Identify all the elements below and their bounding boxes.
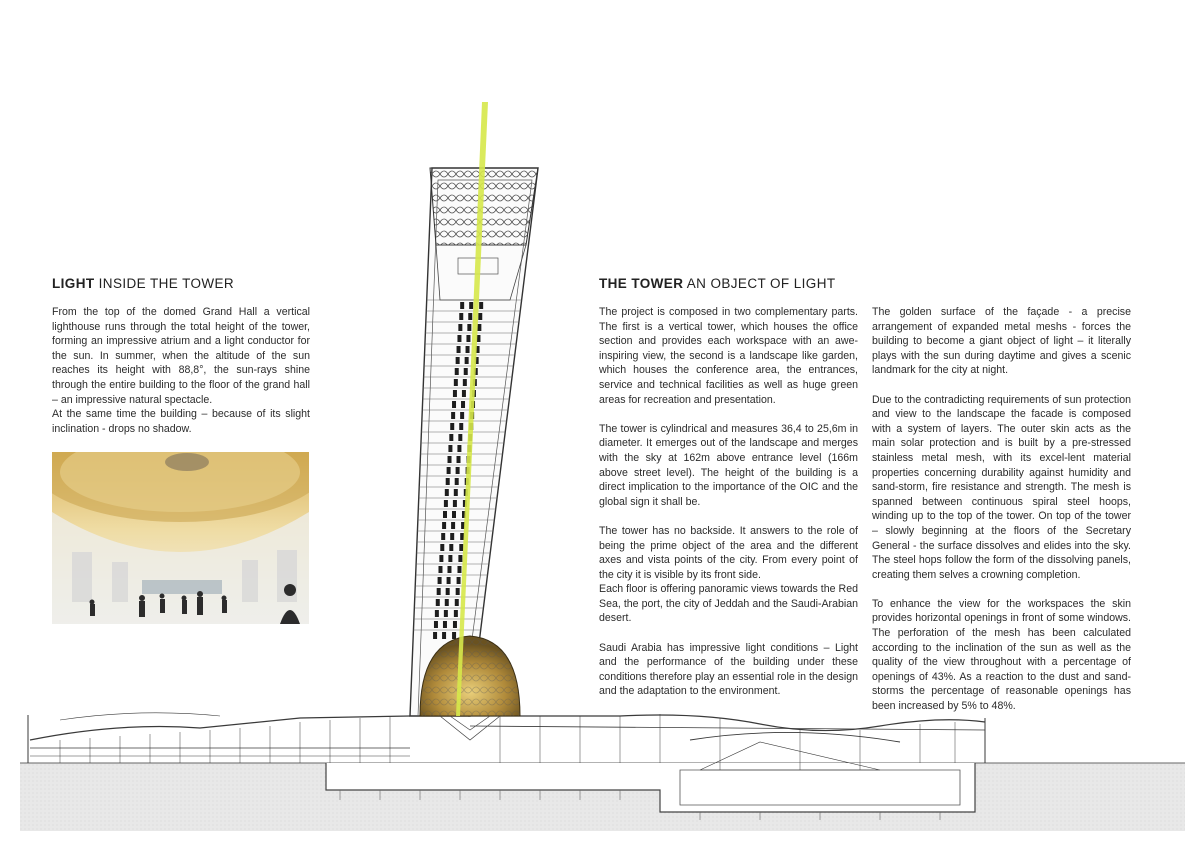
body-paragraph: To enhance the view for the workspaces the skin provides horizontal openings in front of some windows. The perforation of the mesh has been calculated according to the inclination of the sun as well as the quality of the view throughout with a percentage of openings of 43%. As a reaction to the dust and sand-storms the percentage of reasonable openings has been increased by 5% to 48%. (872, 597, 1131, 713)
window-slot (452, 401, 456, 408)
window-slot (451, 522, 455, 529)
window-slot (459, 423, 463, 430)
window-slot (466, 335, 470, 342)
window-slot (446, 588, 450, 595)
body-paragraph: The tower has no backside. It answers to the role of being the prime object of the area and the different axes and vista points of the city. From every point of the city it is visible by its front side. (599, 524, 858, 581)
window-slot (459, 313, 463, 320)
window-slot (457, 577, 461, 584)
window-slot (460, 302, 464, 309)
window-slot (459, 544, 463, 551)
window-slot (469, 302, 473, 309)
right-text-column-1 (599, 305, 858, 699)
window-slot (455, 368, 459, 375)
window-slot (452, 632, 456, 639)
window-slot (447, 577, 451, 584)
window-slot (444, 500, 448, 507)
window-slot (449, 544, 453, 551)
window-slot (437, 588, 441, 595)
window-slot (435, 610, 439, 617)
window-slot (454, 379, 458, 386)
window-slot (455, 599, 459, 606)
ground-section (20, 763, 1185, 831)
window-slot (438, 577, 442, 584)
window-slot (443, 621, 447, 628)
window-slot (461, 401, 465, 408)
body-paragraph: Saudi Arabia has impressive light conditions – Light and the performance of the building under these conditions therefore play an essential role in the design and the adaptation to the environment. (599, 641, 858, 698)
window-slot (451, 412, 455, 419)
window-slot (477, 324, 481, 331)
window-slot (457, 335, 461, 342)
window-slot (458, 555, 462, 562)
window-slot (453, 390, 457, 397)
landscape-building-right (468, 714, 985, 770)
window-slot (457, 566, 461, 573)
window-slot (453, 621, 457, 628)
window-slot (457, 456, 461, 463)
window-slot (450, 533, 454, 540)
window-slot (454, 489, 458, 496)
window-slot (440, 544, 444, 551)
window-slot (445, 599, 449, 606)
window-slot (449, 434, 453, 441)
window-slot (458, 324, 462, 331)
window-slot (450, 423, 454, 430)
window-slot (443, 511, 447, 518)
window-slot (457, 346, 461, 353)
window-slot (465, 357, 469, 364)
grand-hall-render (52, 452, 309, 624)
left-heading: LIGHT INSIDE THE TOWER (52, 276, 235, 291)
window-slot (478, 313, 482, 320)
window-slot (460, 412, 464, 419)
window-slot (447, 566, 451, 573)
window-slot (442, 522, 446, 529)
window-slot (468, 313, 472, 320)
body-paragraph: The project is composed in two complementary parts. The first is a vertical tower, which houses the office section and provides each workspace with an awe-inspiring view, the second is a landscape like garden, which houses the conference area, the entrances, service and technical facilities as well as huge green areas for recreation and presentation. (599, 306, 858, 406)
right-heading: THE TOWER AN OBJECT OF LIGHT (599, 276, 836, 291)
tower-shaft (410, 168, 538, 716)
window-slot (456, 357, 460, 364)
window-slot (448, 555, 452, 562)
window-slot (445, 489, 449, 496)
window-slot (456, 588, 460, 595)
window-slot (453, 500, 457, 507)
window-slot (441, 533, 445, 540)
window-slot (448, 445, 452, 452)
window-slot (433, 632, 437, 639)
left-paragraph: From the top of the domed Grand Hall a vertical lighthouse runs through the total height of the tower, forming an impressive atrium and a light conductor for the sun. In summer, when the altitude of the sun reaches its height with 88,8°, the sun-rays shine through the entire building to the floor of the grand hall – an impressive natural spectacle. (52, 306, 310, 406)
body-paragraph: The tower is cylindrical and measures 36,4 to 25,6m in diameter. It emerges out of the landscape and merges with the sky at 162m above entrance level (166m above street level). The height of the building is a direct implication to the importance of the OIC and the global sign it shall be. (599, 422, 858, 508)
left-text-block (52, 305, 310, 436)
window-slot (462, 390, 466, 397)
body-paragraph: Each floor is offering panoramic views towards the Red Sea, the port, the city of Jeddah and the Saudi-Arabian desert. (599, 583, 858, 625)
window-slot (466, 346, 470, 353)
window-slot (458, 434, 462, 441)
window-slot (479, 302, 483, 309)
window-slot (436, 599, 440, 606)
window-slot (463, 379, 467, 386)
window-slot (446, 478, 450, 485)
body-paragraph: The golden surface of the façade - a precise arrangement of expanded metal meshs - forces the building to become a giant object of light – it literally plays with the sun during daytime and gives a scenic landmark for the city at night. (872, 306, 1131, 377)
right-text-column-2 (872, 305, 1131, 714)
window-slot (456, 467, 460, 474)
window-slot (438, 566, 442, 573)
left-paragraph: At the same time the building – because of its slight inclination - drops no shadow. (52, 408, 310, 435)
window-slot (454, 610, 458, 617)
window-slot (467, 324, 471, 331)
landscape-building-left (28, 713, 410, 763)
window-slot (447, 467, 451, 474)
window-slot (434, 621, 438, 628)
window-slot (448, 456, 452, 463)
window-slot (455, 478, 459, 485)
window-slot (464, 368, 468, 375)
window-slot (444, 610, 448, 617)
window-slot (439, 555, 443, 562)
body-paragraph: Due to the contradicting requirements of sun protection and view to the landscape the facade is composed with a system of layers. The outer skin acts as the main solar protection and is built by a pre-stressed stainless metal mesh, with its excel-lent material properties concerning durability against humidity and sand-storm, fire resistance and strength. The mesh is spanned between continuous spiral steel hoops, winding up to the top of the tower. On top of the tower – slowly beginning at the floors of the Secretary General - the surface dissolves and elides into the sky. The steel hops follow the form of the dissolving panels, creating them selves a crowning completion. (872, 393, 1131, 581)
window-slot (452, 511, 456, 518)
window-slot (457, 445, 461, 452)
window-slot (442, 632, 446, 639)
